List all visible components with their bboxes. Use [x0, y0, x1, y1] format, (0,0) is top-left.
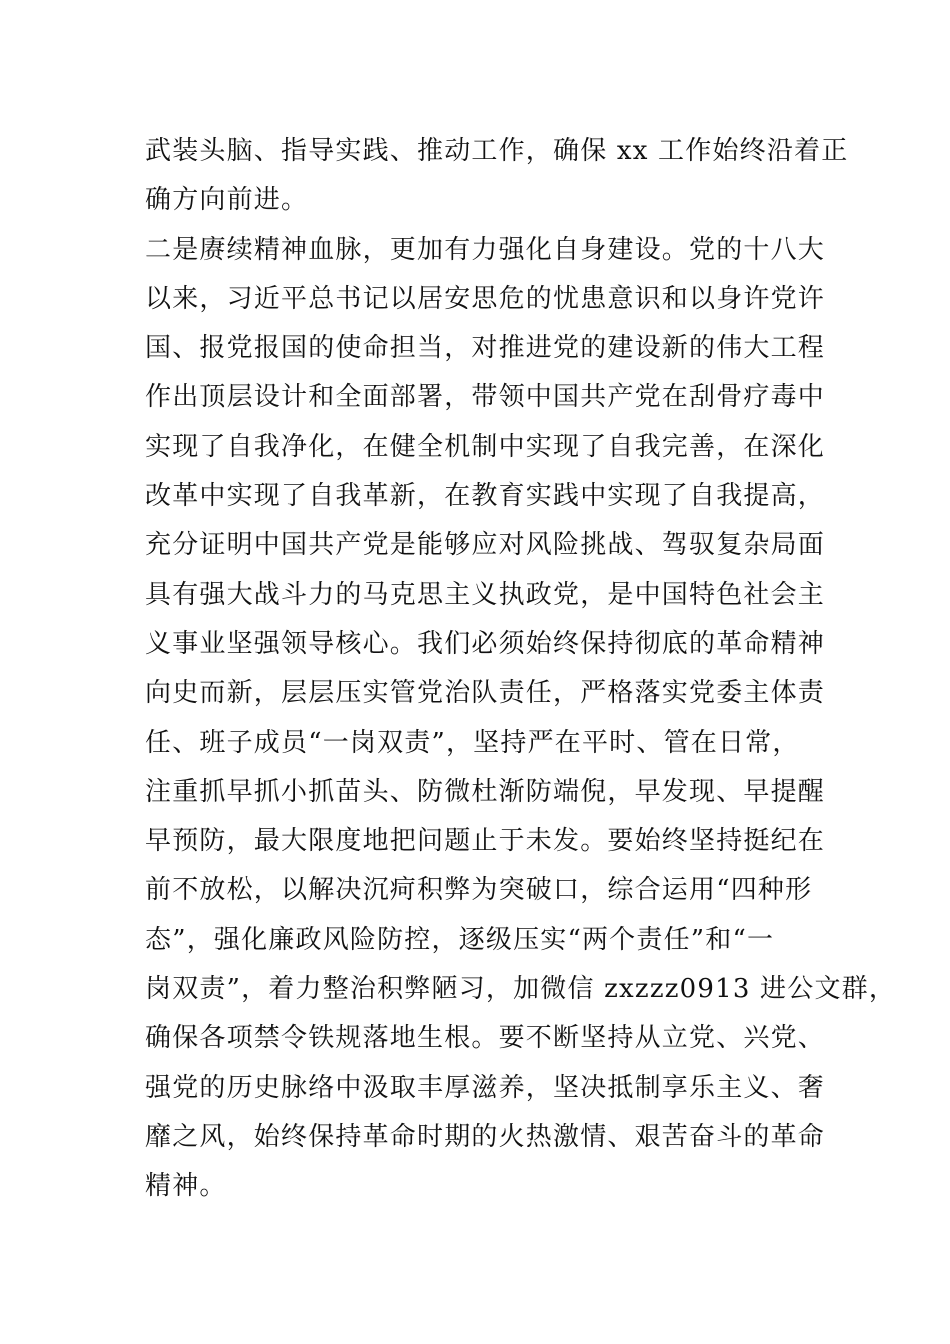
text-line-1: 武装头脑、指导实践、推动工作，确保 xx 工作始终沿着正: [145, 136, 849, 166]
text-line-6: 作出顶层设计和全面部署，带领中国共产党在刮骨疗毒中: [145, 382, 826, 413]
text-line-12: 向史而新，层层压实管党治队责任，严格落实党委主体责: [145, 678, 826, 709]
text-line-22: 精神。: [145, 1171, 227, 1202]
text-line-2: 确方向前进。: [145, 185, 309, 216]
text-line-16: 前不放松，以解决沉疴积弊为突破口，综合运用“四种形: [145, 875, 813, 906]
text-line-18: 岗双责”，着力整治积弊陋习，加微信 zxzzz0913 进公文群，: [145, 974, 897, 1005]
text-line-11: 义事业坚强领导核心。我们必须始终保持彻底的革命精神: [145, 628, 826, 659]
text-line-21: 靡之风，始终保持革命时期的火热激情、艰苦奋斗的革命: [145, 1121, 826, 1152]
text-line-17: 态”，强化廉政风险防控，逐级压实“两个责任”和“一: [145, 924, 775, 955]
text-line-14: 注重抓早抓小抓苗头、防微杜渐防端倪，早发现、早提醒: [145, 776, 826, 807]
text-line-20: 强党的历史脉络中汲取丰厚滋养，坚决抵制享乐主义、奢: [145, 1072, 826, 1103]
text-line-10: 具有强大战斗力的马克思主义执政党，是中国特色社会主: [145, 579, 826, 610]
text-line-19: 确保各项禁令铁规落地生根。要不断坚持从立党、兴党、: [145, 1023, 826, 1054]
text-line-13: 任、班子成员“一岗双责”，坚持严在平时、管在日常，: [145, 727, 800, 758]
text-line-4: 以来，习近平总书记以居安思危的忧患意识和以身许党许: [145, 283, 826, 314]
body-text: [145, 127, 897, 1212]
text-line-7: 实现了自我净化，在健全机制中实现了自我完善，在深化: [145, 431, 826, 462]
text-line-15: 早预防，最大限度地把问题止于未发。要始终坚持挺纪在: [145, 826, 826, 857]
text-line-9: 充分证明中国共产党是能够应对风险挑战、驾驭复杂局面: [145, 530, 826, 561]
text-line-3: 二是赓续精神血脉，更加有力强化自身建设。党的十八大: [145, 234, 826, 265]
text-line-8: 改革中实现了自我革新，在教育实践中实现了自我提高，: [145, 481, 826, 512]
text-line-5: 国、报党报国的使命担当，对推进党的建设新的伟大工程: [145, 333, 826, 364]
